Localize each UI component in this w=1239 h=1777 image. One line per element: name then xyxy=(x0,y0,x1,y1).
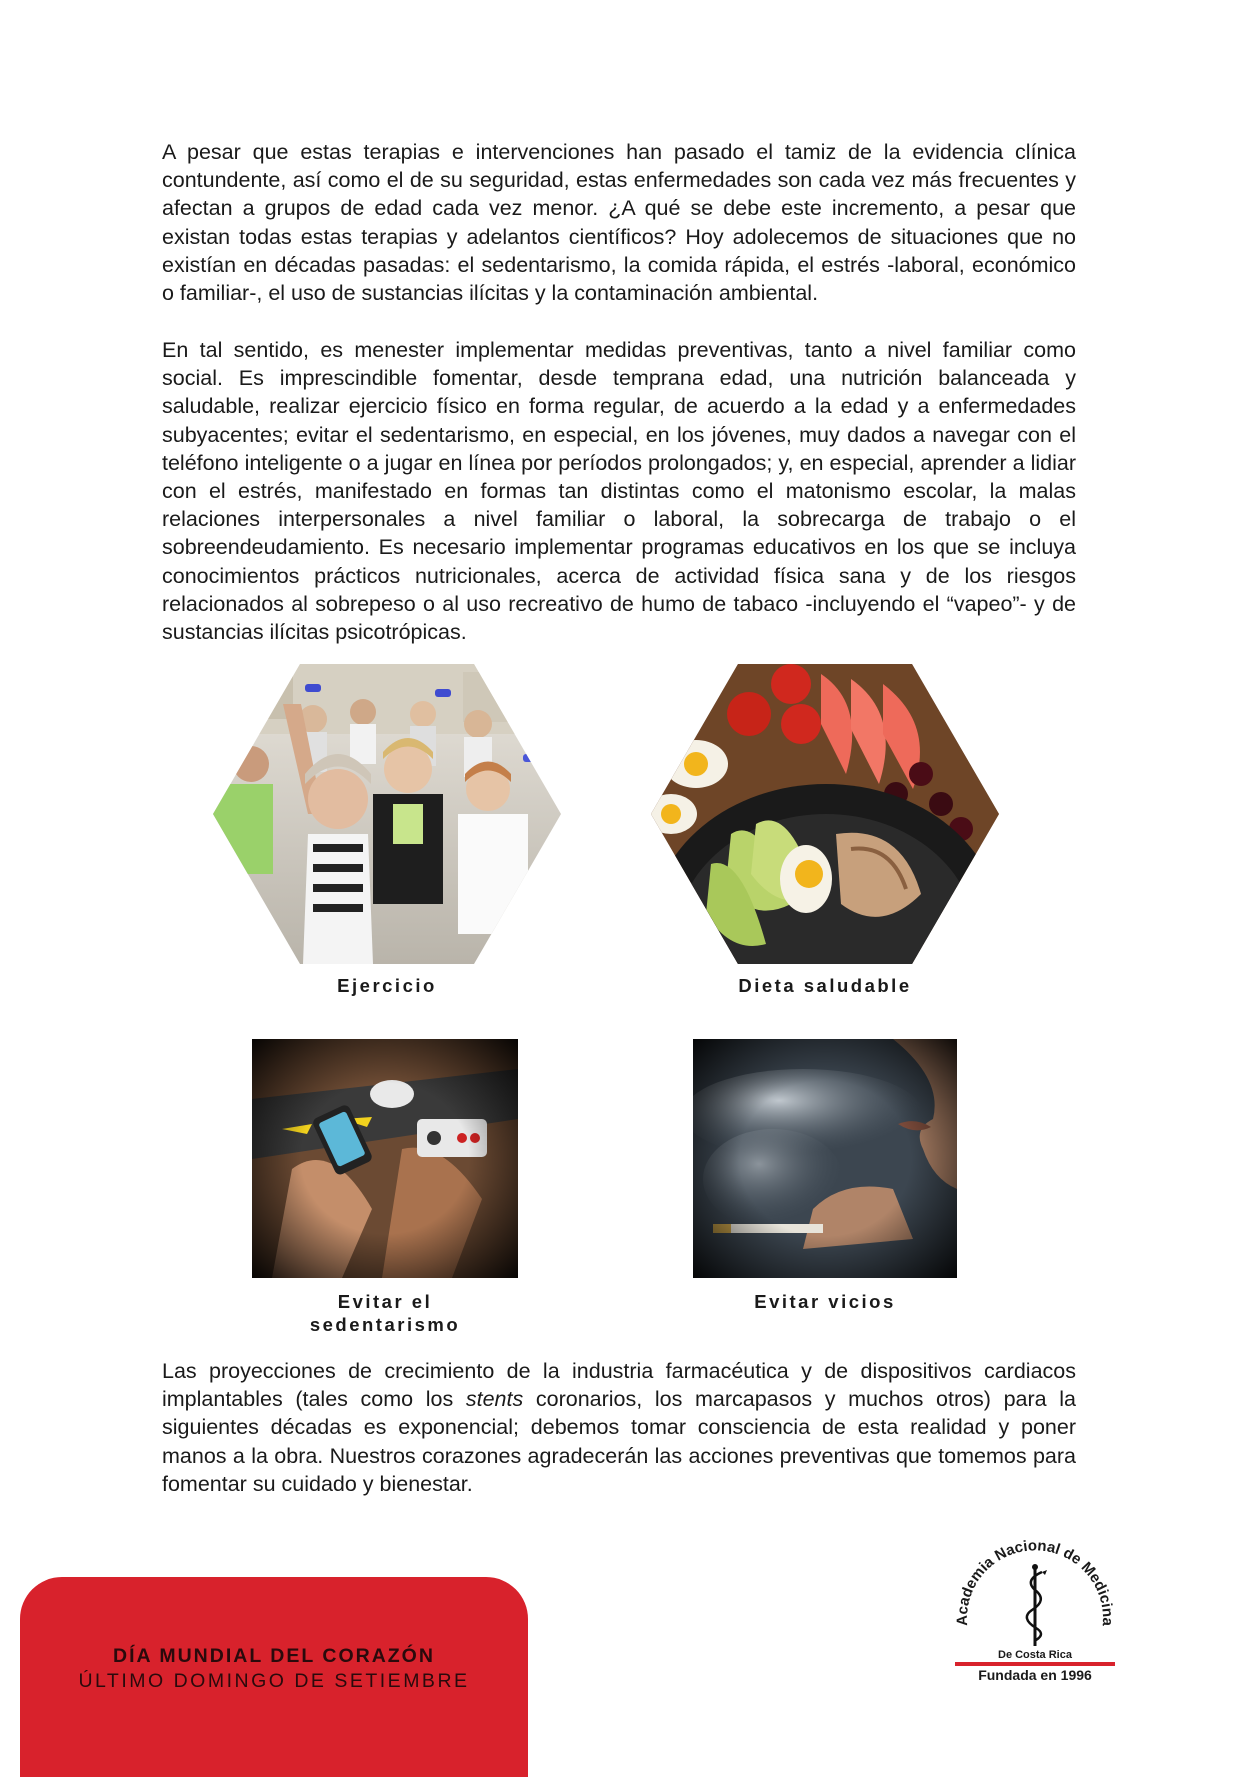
caption-healthy-diet: Dieta saludable xyxy=(738,975,912,996)
footer-event-date: ÚLTIMO DOMINGO DE SETIEMBRE xyxy=(78,1670,470,1692)
caption-exercise: Ejercicio xyxy=(337,975,437,996)
paragraph-3-text-a: Las proyecciones de crecimiento de la industria farmacéutica y de dispositivos cardiacos implantables (tales como los xyxy=(162,1359,1076,1412)
stents-term: stents xyxy=(465,1387,524,1412)
healthy-diet-photo xyxy=(651,664,999,964)
caption-vices: Evitar vicios xyxy=(754,1291,896,1312)
caption-sedentary-line2: sedentarismo xyxy=(309,1314,461,1335)
exercise-photo xyxy=(213,664,561,964)
caption-sedentary xyxy=(252,1290,518,1336)
caption-sedentary-line1: Evitar el xyxy=(337,1291,433,1312)
rod-of-asclepius-icon xyxy=(1027,1564,1047,1646)
body-paragraph-3 xyxy=(162,1357,1076,1498)
footer-event-title: DÍA MUNDIAL DEL CORAZÓN xyxy=(113,1645,435,1667)
academy-logo xyxy=(950,1520,1120,1680)
logo-founded: Fundada en 1996 xyxy=(978,1667,1092,1680)
sedentary-photo xyxy=(252,1039,518,1278)
paragraph-3-text-b: coronarios, los marcapasos y muchos otros) para la siguientes décadas es exponencial; debemos tomar consciencia de esta realidad y poner manos a la obra. Nuestros corazones agradecerán las acciones preventivas que tomemos para fomentar su cuidado y bienestar. xyxy=(162,1387,1076,1496)
logo-arc-text: Academia Nacional de Medicina xyxy=(953,1537,1117,1627)
body-paragraph-2: En tal sentido, es menester implementar medidas preventivas, tanto a nivel familiar como social. Es imprescindible fomentar, desde temprana edad, una nutrición balanceada y saludable, realizar ejercicio físico en forma regular, de acuerdo a la edad y a enfermedades subyacentes; evitar el sedentarismo, en especial, en los jóvenes, muy dados a navegar con el teléfono inteligente o a jugar en línea por períodos prolongados; y, en especial, aprender a lidiar con el estrés, manifestado en formas tan distintas como el matonismo escolar, la malas relaciones interpersonales a nivel familiar o laboral, la sobrecarga de trabajo o el sobreendeudamiento. Es necesario implementar programas educativos en los que se incluya conocimientos prácticos nutricionales, acerca de actividad física sana y de los riesgos relacionados al sobrepeso o al uso recreativo de humo de tabaco -incluyendo el “vapeo”- y de sustancias ilícitas psicotrópicas. xyxy=(162,338,1076,645)
logo-country: De Costa Rica xyxy=(998,1649,1072,1661)
vices-photo xyxy=(693,1039,957,1278)
body-paragraph-1: A pesar que estas terapias e intervenciones han pasado el tamiz de la evidencia clínica contundente, así como el de su seguridad, estas enfermedades son cada vez más frecuentes y afectan a grupos de edad cada vez menor. ¿A qué se debe este incremento, a pesar que existan todas estas terapias y adelantos científicos? Hoy adolecemos de situaciones que no existían en décadas pasadas: el sedentarismo, la comida rápida, el estrés -laboral, económico o familiar-, el uso de sustancias ilícitas y la contaminación ambiental. xyxy=(162,140,1076,306)
